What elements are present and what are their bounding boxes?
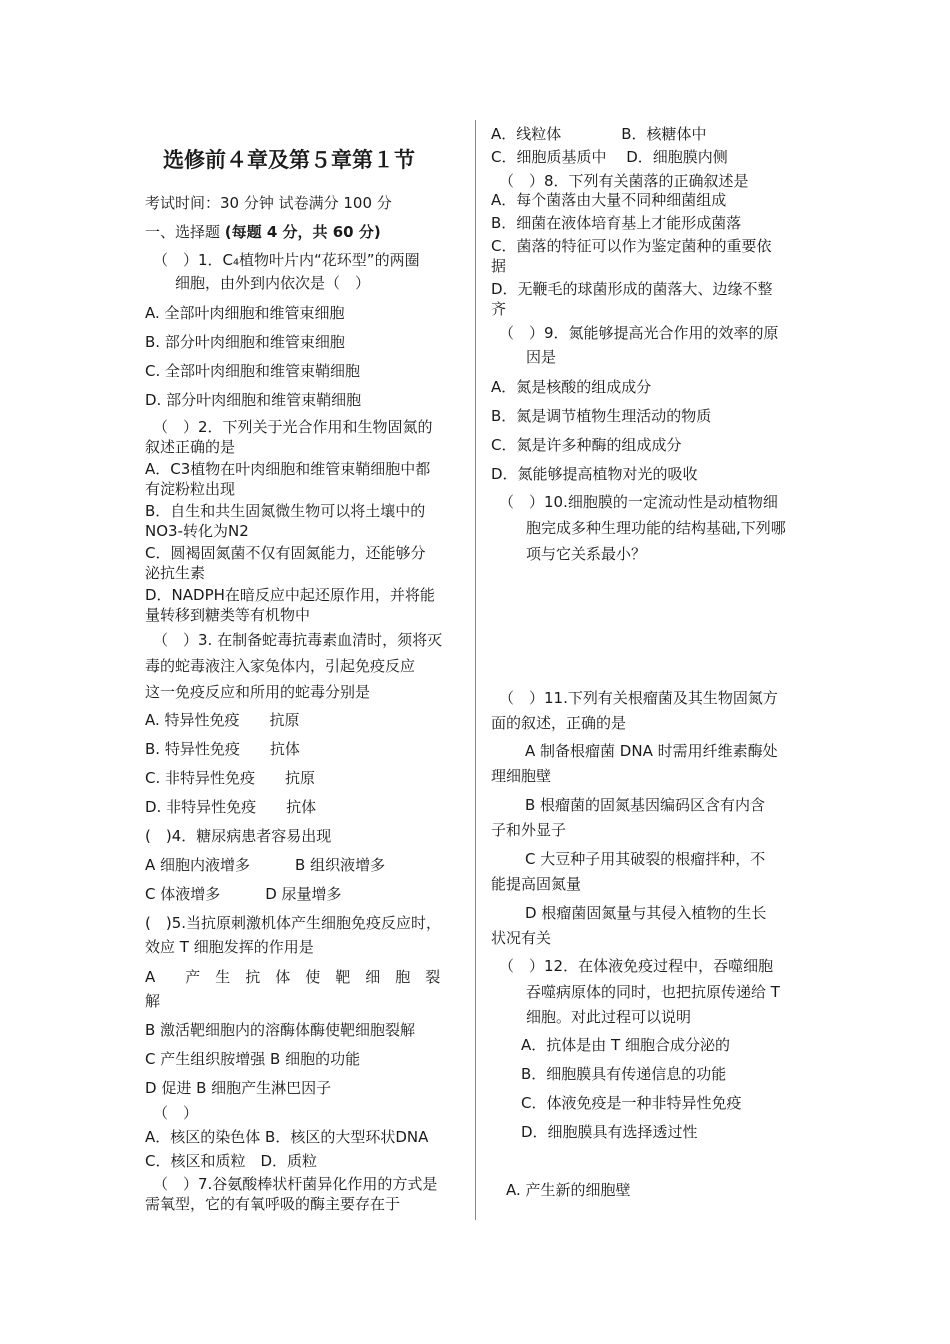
text-line: C．体液免疫是一种非特异性免疫: [521, 1094, 742, 1112]
text-line: C．氮是许多种酶的组成成分: [491, 436, 682, 454]
section-score: (每题 4 分，共 60 分): [224, 223, 381, 241]
text-line: C 产生组织胺增强 B 细胞的功能: [145, 1050, 361, 1068]
text-line: D 根瘤菌固氮量与其侵入植物的生长: [525, 904, 767, 922]
text-line: A．氮是核酸的组成成分: [491, 378, 652, 396]
text-line: A. 全部叶肉细胞和维管束细胞: [145, 304, 345, 322]
text-line: A．抗体是由 T 细胞合成分泌的: [521, 1036, 730, 1054]
text-line: D．无鞭毛的球菌形成的菌落大、边缘不整: [491, 280, 773, 298]
text-line: （ ）1．C₄植物叶片内“花环型”的两圈: [153, 251, 420, 269]
text-line: 吞噬病原体的同时，也把抗原传递给 T: [526, 983, 780, 1001]
text-line: 理细胞壁: [491, 767, 552, 785]
text-line: 齐: [491, 300, 507, 318]
text-line: A．线粒体 B．核糖体中: [491, 125, 707, 143]
text-line: A．每个菌落由大量不同种细菌组成: [491, 191, 727, 209]
text-line: C 体液增多 D 尿量增多: [145, 885, 342, 903]
text-line: 据: [491, 257, 507, 275]
text-line: C．核区和质粒 D．质粒: [145, 1152, 318, 1170]
text-line: 细胞，由外到内依次是（ ）: [175, 274, 371, 292]
text-line: B 激活靶细胞内的溶酶体酶使靶细胞裂解: [145, 1021, 416, 1039]
text-line: （ ）12．在体液免疫过程中，吞噬细胞: [499, 957, 774, 975]
text-line: 量转移到糖类等有机物中: [145, 606, 311, 624]
text-line: （ ）9．氮能够提高光合作用的效率的原: [499, 324, 779, 342]
text-line: 细胞。对此过程可以说明: [526, 1008, 692, 1026]
text-line: （ ）8．下列有关菌落的正确叙述是: [499, 172, 749, 190]
text-line: B. 特异性免疫 抗体: [145, 740, 300, 758]
text-line: 解: [145, 992, 161, 1010]
text-line: A．核区的染色体 B．核区的大型环状DNA: [145, 1128, 429, 1146]
text-line: 因是: [526, 348, 557, 366]
text-line: ( )4．糖尿病患者容易出现: [145, 827, 332, 845]
text-line: （ ）3. 在制备蛇毒抗毒素血清时，须将灭: [153, 631, 443, 649]
text-line: A．C3植物在叶肉细胞和维管束鞘细胞中都: [145, 460, 431, 478]
text-line: （ ）: [153, 1104, 199, 1122]
text-line: C．圆褐固氮菌不仅有固氮能力，还能够分: [145, 544, 426, 562]
text-line: B. 部分叶肉细胞和维管束细胞: [145, 333, 345, 351]
text-line: 毒的蛇毒液注入家兔体内，引起免疫反应: [145, 657, 416, 675]
text-line: 泌抗生素: [145, 564, 206, 582]
text-line: 项与它关系最小？: [526, 545, 647, 563]
section-heading: [145, 222, 381, 242]
text-line: B．细菌在液体培育基上才能形成菌落: [491, 214, 742, 232]
text-line: D．NADPH在暗反应中起还原作用，并将能: [145, 586, 435, 604]
text-line: 有淀粉粒出现: [145, 480, 236, 498]
text-line: D．氮能够提高植物对光的吸收: [491, 465, 698, 483]
text-line: （ ）11.下列有关根瘤菌及其生物固氮方: [499, 689, 778, 707]
text-line: C 大豆种子用其破裂的根瘤拌种，不: [525, 850, 766, 868]
text-line: D. 部分叶肉细胞和维管束鞘细胞: [145, 391, 362, 409]
text-line: B．自生和共生固氮微生物可以将土壤中的: [145, 502, 426, 520]
text-line: 子和外显子: [491, 821, 567, 839]
text-line: 能提高固氮量: [491, 875, 582, 893]
section-label: 一、选择题: [145, 223, 225, 241]
text-line: （ ）2．下列关于光合作用和生物固氮的: [153, 418, 433, 436]
text-line: C．菌落的特征可以作为鉴定菌种的重要依: [491, 237, 772, 255]
text-line: A. 特异性免疫 抗原: [145, 711, 300, 729]
page-title: 选修前４章及第５章第１节: [163, 148, 415, 172]
text-line: 效应 T 细胞发挥的作用是: [145, 938, 314, 956]
text-line: A 细胞内液增多 B 组织液增多: [145, 856, 386, 874]
text-line: C. 非特异性免疫 抗原: [145, 769, 316, 787]
text-line: A. 产生新的细胞壁: [506, 1181, 631, 1199]
text-line: ( )5.当抗原刺激机体产生细胞免疫反应时，: [145, 914, 442, 932]
text-line: B．细胞膜具有传递信息的功能: [521, 1065, 727, 1083]
column-divider: [475, 120, 476, 1220]
text-line: B 根瘤菌的固氮基因编码区含有内含: [525, 796, 766, 814]
text-line: A 产 生 抗 体 使 靶 细 胞 裂: [145, 968, 441, 986]
text-line: 叙述正确的是: [145, 438, 236, 456]
text-line: 胞完成多种生理功能的结构基础,下列哪: [526, 519, 786, 537]
text-line: A 制备根瘤菌 DNA 时需用纤维素酶处: [525, 742, 778, 760]
text-line: NO3-转化为N2: [145, 522, 249, 540]
text-line: （ ）7.谷氨酸棒状杆菌异化作用的方式是: [153, 1175, 438, 1193]
text-line: （ ）10.细胞膜的一定流动性是动植物细: [499, 493, 778, 511]
text-line: D. 非特异性免疫 抗体: [145, 798, 317, 816]
text-line: 状况有关: [491, 929, 552, 947]
text-line: B．氮是调节植物生理活动的物质: [491, 407, 712, 425]
text-line: 需氧型，它的有氧呼吸的酶主要存在于: [145, 1195, 401, 1213]
text-line: C．细胞质基质中 D．细胞膜内侧: [491, 148, 728, 166]
text-line: D 促进 B 细胞产生淋巴因子: [145, 1079, 332, 1097]
text-line: D．细胞膜具有选择透过性: [521, 1123, 698, 1141]
exam-info: 考试时间：30 分钟 试卷满分 100 分: [145, 194, 392, 212]
text-line: 面的叙述，正确的是: [491, 714, 627, 732]
text-line: 这一免疫反应和所用的蛇毒分别是: [145, 683, 371, 701]
text-line: C. 全部叶肉细胞和维管束鞘细胞: [145, 362, 361, 380]
